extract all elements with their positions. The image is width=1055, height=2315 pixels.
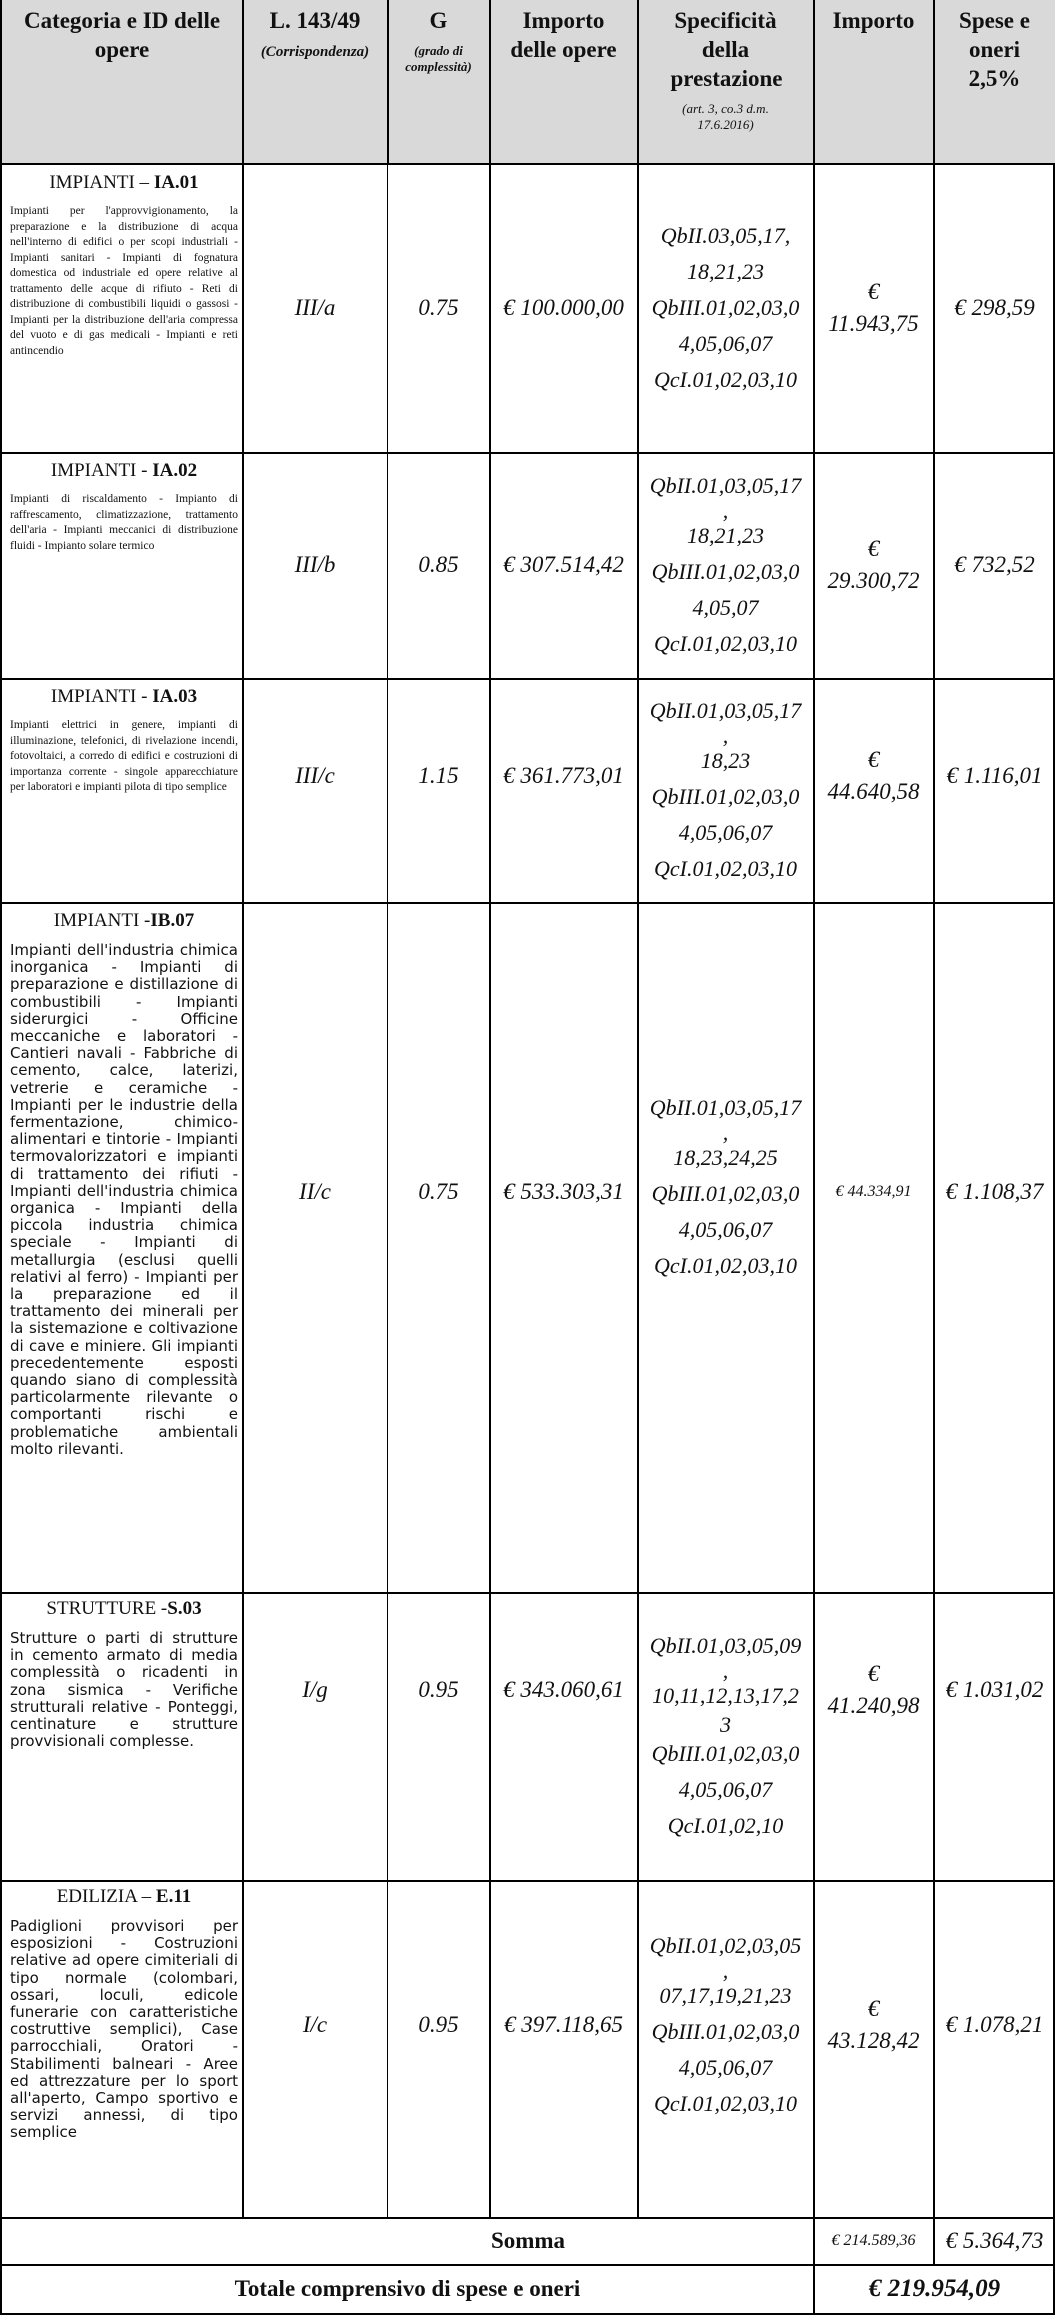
row-ia02-spese: € 732,52 [954, 552, 1035, 577]
category-name: EDILIZIA – [56, 1886, 156, 1907]
grid-line [387, 163, 388, 2217]
row-s03-description [2, 1598, 242, 1750]
importo-line: € [867, 278, 880, 304]
header-grado [388, 0, 489, 163]
totale-label: Totale comprensivo di spese e oneri [234, 2275, 581, 2301]
grid-line [2, 2264, 1055, 2266]
somma-label: Somma [490, 2227, 566, 2253]
category-title [10, 1886, 238, 1908]
importo-line: € [867, 1661, 880, 1686]
header-specificita [638, 0, 813, 163]
row-ia02-grado: 0.85 [418, 552, 459, 577]
category-description: Padiglioni provvisori per esposizioni - Costruzioni relative ad opere cimiteriali di tipo normale (colombari, ossari, loculi, edicole funerarie con caratteristiche costruttive semplici), Case parrocchiali, Oratori - Stabilimenti balneari - Aree ed attrezzature per lo sport all'aperto, Campo sportivo e servizi annessi, di tipo semplice [10, 1917, 238, 2142]
category-title [10, 1598, 238, 1620]
header-importo-opere [490, 0, 637, 163]
header-main: Importo [832, 8, 915, 33]
row-ib07-corrispondenza: II/c [299, 1179, 331, 1204]
spec-line: QcI.01,02,03,10 [654, 366, 797, 392]
row-ia02-importo-opere: € 307.514,42 [503, 552, 624, 577]
row-s03-spese: € 1.031,02 [945, 1677, 1044, 1702]
importo-line: 43.128,42 [827, 2028, 920, 2053]
row-s03-importo [814, 1592, 933, 1788]
row-ia01-importo-opere: € 100.000,00 [503, 294, 624, 320]
category-id: E.11 [155, 1886, 192, 1907]
grid-line [489, 0, 491, 2217]
category-id: IA.02 [152, 460, 198, 481]
grid-line [2, 163, 1055, 165]
spec-line: QbII.01,03,05,17 [649, 698, 802, 723]
grid-line [2, 1592, 1055, 1594]
category-id: IB.07 [150, 910, 195, 931]
row-ia02-importo [814, 452, 933, 678]
spec-line: , [722, 1658, 729, 1683]
spec-line: QbIII.01,02,03,0 [651, 1741, 800, 1766]
header-main: Importo delle opere [510, 8, 617, 62]
row-ia03-importo-opere: € 361.773,01 [503, 763, 624, 788]
importo-line: € [867, 1996, 880, 2021]
row-e11-grado: 0.95 [418, 2012, 459, 2037]
row-ia03-grado: 1.15 [418, 763, 459, 788]
spec-line: QbIII.01,02,03,0 [651, 294, 800, 320]
grid-line [2, 678, 1055, 680]
category-description: Impianti dell'industria chimica inorganica - Impianti di preparazione e distillazione di combustibili - Impianti siderurgici - Officine meccaniche e laboratori - Cantieri navali - Fabbriche di cemento, calce, laterizi, vetrerie e ceramiche - Impianti per le industrie della fermentazione, chimico-alimentari e tintorie - Impianti termovalorizzatori e impianti di trattamento dei rifiuti - Impianti dell'industria chimica organica - Impianti della piccola industria chimica speciale - Impianti di metallurgia (esclusi quelli relativi al ferro) - Impianti per la preparazione ed il trattamento dei minerali per la sistemazione e coltivazione di cave e miniere. Gli impianti precedentemente esposti quando siano di complessità particolarmente rilevante o comportanti rischi e problematiche ambientali molto rilevanti. [10, 941, 238, 1458]
category-name: IMPIANTI - [50, 686, 153, 707]
category-description: Impianti per l'approvvigionamento, la preparazione e la distribuzione di acqua nell'interno di edifici o per scopi industriali - Impianti sanitari - Impianti di fognatura domestica od industriale ed opere relative al trattamento delle acque di rifiuto - Reti di distribuzione di combustibili liquidi o gassosi - Impianti per la distribuzione dell'aria compressa del vuoto e di gas medicali - Impianti e reti antincendio [10, 205, 238, 357]
spec-line: QbIII.01,02,03,0 [651, 784, 800, 809]
spec-line: QbIII.01,02,03,0 [651, 1181, 800, 1206]
importo-line: 41.240,98 [827, 1693, 920, 1718]
category-description: Strutture o parti di strutture in cemento armato di media complessità o ricadenti in zona sismica - Verifiche strutturali relative - Ponteggi, centinature e strutture provvisionali complesse. [10, 1629, 238, 1751]
category-id: IA.03 [152, 686, 198, 707]
spec-line: QbII.01,03,05,09 [649, 1633, 802, 1658]
row-ib07-specificita [638, 902, 813, 1472]
spec-line: 4,05,06,07 [678, 1777, 773, 1802]
importo-line: 29.300,72 [827, 568, 920, 593]
header-sub: (grado di complessità) [405, 43, 472, 74]
category-title [10, 686, 238, 708]
category-name: STRUTTURE - [46, 1598, 168, 1619]
category-name: IMPIANTI – [49, 172, 154, 193]
spec-line: QcI.01,02,03,10 [654, 856, 797, 881]
category-description: Impianti di riscaldamento - Impianto di raffrescamento, climatizzazione, trattamento dell'aria - Impianti meccanici di distribuzione fluidi - Impianto solare termico [10, 493, 238, 552]
importo-line: 44.640,58 [827, 779, 920, 804]
category-title [10, 460, 238, 482]
grid-line [2, 1880, 1055, 1882]
category-title [10, 172, 238, 194]
row-s03-corrispondenza: I/g [302, 1677, 328, 1702]
spec-line: QcI.01,02,10 [667, 1813, 784, 1838]
importo-line: 11.943,75 [828, 310, 919, 336]
importo-line: € [867, 747, 880, 772]
row-ib07-description [2, 910, 242, 1458]
spec-line: QcI.01,02,03,10 [654, 631, 797, 656]
row-e11-description [2, 1886, 242, 2142]
row-ia01-description [2, 172, 242, 359]
row-ia03-corrispondenza: III/c [295, 763, 335, 788]
spec-line: QbII.01,02,03,05 [649, 1933, 802, 1958]
row-e11-corrispondenza: I/c [302, 2012, 328, 2037]
row-ia02-corrispondenza: III/b [294, 552, 336, 577]
spec-line: QbIII.01,02,03,0 [651, 559, 800, 584]
spec-line: QbII.01,03,05,17 [649, 473, 802, 498]
row-ia03-importo [814, 678, 933, 874]
importo-line: € 44.334,91 [835, 1183, 912, 1200]
row-ia03-description [2, 686, 242, 796]
row-ia02-description [2, 460, 242, 554]
totale-value: € 219.954,09 [868, 2274, 1001, 2302]
spec-line: 18,21,23 [687, 523, 764, 548]
grid-line [242, 0, 244, 2217]
spec-line: , [722, 1120, 729, 1145]
header-sub: (Corrispondenza) [260, 44, 370, 60]
row-ib07-importo-opere: € 533.303,31 [503, 1179, 624, 1204]
row-ia01-grado: 0.75 [418, 294, 459, 320]
spec-line: 4,05,06,07 [678, 820, 773, 845]
grid-line [2, 452, 1055, 454]
somma-importo: € 214.589,36 [831, 2231, 916, 2249]
spec-line: 18,23,24,25 [673, 1145, 778, 1170]
header-main: G [429, 8, 448, 33]
spec-line: 07,17,19,21,23 [659, 1983, 792, 2008]
spec-line: , [722, 498, 729, 523]
category-name: IMPIANTI - [50, 460, 153, 481]
grid-line [637, 0, 639, 2217]
header-importo [814, 0, 933, 163]
header-spese [934, 0, 1055, 163]
spec-line: , [722, 1958, 729, 1983]
spec-line: , [722, 723, 729, 748]
grid-line [813, 0, 815, 2315]
header-sub: (art. 3, co.3 d.m. 17.6.2016) [682, 101, 769, 132]
category-id: S.03 [167, 1598, 202, 1619]
header-categoria [2, 0, 242, 163]
row-ia02-specificita [638, 452, 813, 678]
spec-line: 18,23 [700, 748, 751, 773]
category-name: IMPIANTI - [53, 910, 151, 931]
header-main: Specificità della prestazione [670, 8, 783, 91]
row-ia01-corrispondenza: III/a [294, 294, 336, 320]
header-main: Spese e oneri 2,5% [959, 8, 1030, 91]
row-s03-specificita [638, 1592, 813, 1880]
row-e11-importo-opere: € 397.118,65 [503, 2012, 624, 2037]
row-ib07-spese: € 1.108,37 [945, 1179, 1044, 1204]
row-s03-grado: 0.95 [418, 1677, 459, 1702]
category-id: IA.01 [153, 172, 199, 193]
row-ia03-specificita [638, 678, 813, 902]
category-description: Impianti elettrici in genere, impianti di illuminazione, telefonici, di rivelazione incendi, fotovoltaici, a corredo di edifici e costruzioni di importanza corrente - singole apparecchiature per laboratori e impianti pilota di tipo semplice [10, 719, 238, 793]
spec-line: 3 [720, 1712, 731, 1737]
spec-line: 18,21,23 [687, 258, 764, 284]
row-s03-importo-opere: € 343.060,61 [503, 1677, 624, 1702]
spec-line: 4,05,06,07 [678, 2055, 773, 2080]
grid-line [387, 0, 389, 163]
row-e11-specificita [638, 1880, 813, 2170]
grid-line [933, 0, 935, 2264]
grid-line [2, 902, 1055, 904]
spec-line: QcI.01,02,03,10 [654, 1253, 797, 1278]
row-ia01-importo [814, 163, 933, 452]
spec-line: 4,05,06,07 [678, 1217, 773, 1242]
row-ib07-grado: 0.75 [418, 1179, 459, 1204]
row-e11-spese: € 1.078,21 [945, 2012, 1044, 2037]
spec-line: 10,11,12,13,17,2 [652, 1683, 799, 1708]
importo-line: € [867, 536, 880, 561]
category-title [10, 910, 238, 932]
row-ia03-spese: € 1.116,01 [946, 763, 1043, 788]
header-corrispondenza [243, 0, 387, 163]
somma-spese: € 5.364,73 [945, 2227, 1044, 2253]
row-ia01-specificita [638, 163, 813, 452]
header-main: Categoria e ID delle opere [23, 8, 221, 62]
header-main: L. 143/49 [269, 8, 361, 33]
row-ib07-importo [814, 902, 933, 1482]
spec-line: QbII.01,03,05,17 [649, 1095, 802, 1120]
spec-line: QcI.01,02,03,10 [654, 2091, 797, 2116]
spec-line: 4,05,06,07 [678, 330, 773, 356]
grid-line [2, 2217, 1055, 2219]
spec-line: QbIII.01,02,03,0 [651, 2019, 800, 2044]
spec-line: QbII.03,05,17, [660, 222, 791, 248]
spec-line: 4,05,07 [692, 595, 759, 620]
row-e11-importo [814, 1880, 933, 2170]
row-ia01-spese: € 298,59 [954, 294, 1035, 320]
